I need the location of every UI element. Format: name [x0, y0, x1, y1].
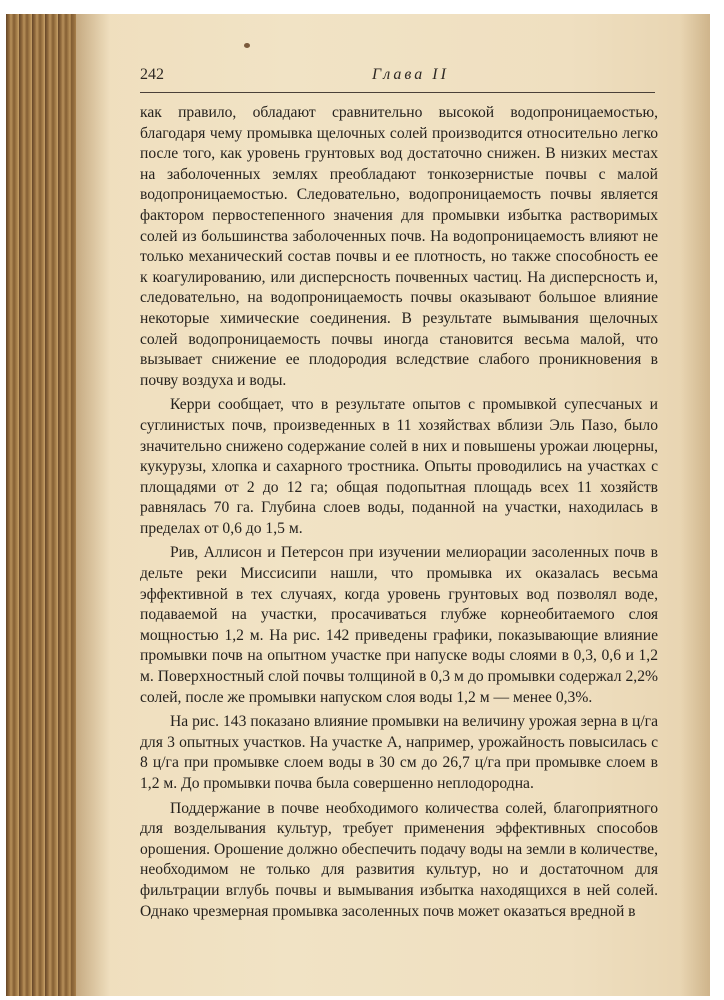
page-edge-shadow [680, 14, 710, 996]
page-number: 242 [140, 66, 164, 83]
spine-shadow [70, 14, 110, 996]
paragraph-2: Керри сообщает, что в результате опытов с промывкой супесчаных и суглинистых почв, произведенных в 11 хозяйствах вблизи Эль Пазо, было значительно снижено содержание солей в них и повышены урожаи люцерны, кукурузы, хлопка и сахарного тростника. Опыты проводились на участках с площадями от 2 до 12 га; общая подопытная площадь всех 11 хозяйств равнялась 70 га. Глубина слоев воды, поданной на участки, находилась в пределах от 0,6 до 1,5 м. [140, 396, 658, 537]
chapter-title: Глава II [372, 66, 449, 83]
paragraph-1: как правило, обладают сравнительно высокой водопроницаемостью, благодаря чему промывка щелочных солей производится относительно легко после того, как уровень грунтовых вод достаточно снижен. В низких местах на заболоченных землях преобладают тонкозернистые почвы с малой водопроницаемостью. Следовательно, водопроницаемость почвы является фактором первостепенного значения для промывки избытка растворимых солей из большинства заболоченных почв. На водопроницаемость влияют не только механический состав почвы и ее плотность, но также способность ее к коагулированию, или дисперсность почвенных частиц. На дисперсность и, следовательно, на водопроницаемость почвы оказывают большое влияние некоторые химические соединения. В результате вымывания щелочных солей водопроницаемость почвы иногда становится весьма малой, что вызывает снижение ее плодородия вследствие слабого проникновения в почву воздуха и воды. [140, 104, 658, 389]
body-text [140, 103, 658, 926]
running-header [140, 64, 655, 93]
paragraph-4: На рис. 143 показано влияние промывки на величину урожая зерна в ц/га для 3 опытных участков. На участке А, например, урожайность повысилась с 8 ц/га при промывке слоем воды в 30 см до 26,7 ц/га при промывке слоем в 1,2 м. До промывки почва была совершенно неплодородна. [140, 713, 658, 792]
ink-spot [244, 43, 250, 48]
paragraph-3: Рив, Аллисон и Петерсон при изучении мелиорации засоленных почв в дельте реки Миссисипи нашли, что промывка их оказалась весьма эффективной в тех случаях, когда уровень грунтовых вод позволял воде, подаваемой на участки, просачиваться глубже корнеобитаемого слоя мощностью 1,2 м. На рис. 142 приведены графики, показывающие влияние промывки почв на опытном участке при напуске воды слоями в 0,3, 0,6 и 1,2 м. Поверхностный слой почвы толщиной в 0,3 м до промывки содержал 2,2% солей, после же промывки напуском слоя воды 1,2 м — менее 0,3%. [140, 544, 658, 706]
paragraph-5: Поддержание в почве необходимого количества солей, благоприятного для возделывания культур, требует применения эффективных способов орошения. Орошение должно обеспечить подачу воды на земли в количестве, необходимом не только для развития культур, но и достаточном для фильтрации вглубь почвы и вымывания избытка находящихся в ней солей. Однако чрезмерная промывка засоленных почв может оказаться вредной в [140, 799, 658, 920]
book-spine [6, 14, 76, 996]
